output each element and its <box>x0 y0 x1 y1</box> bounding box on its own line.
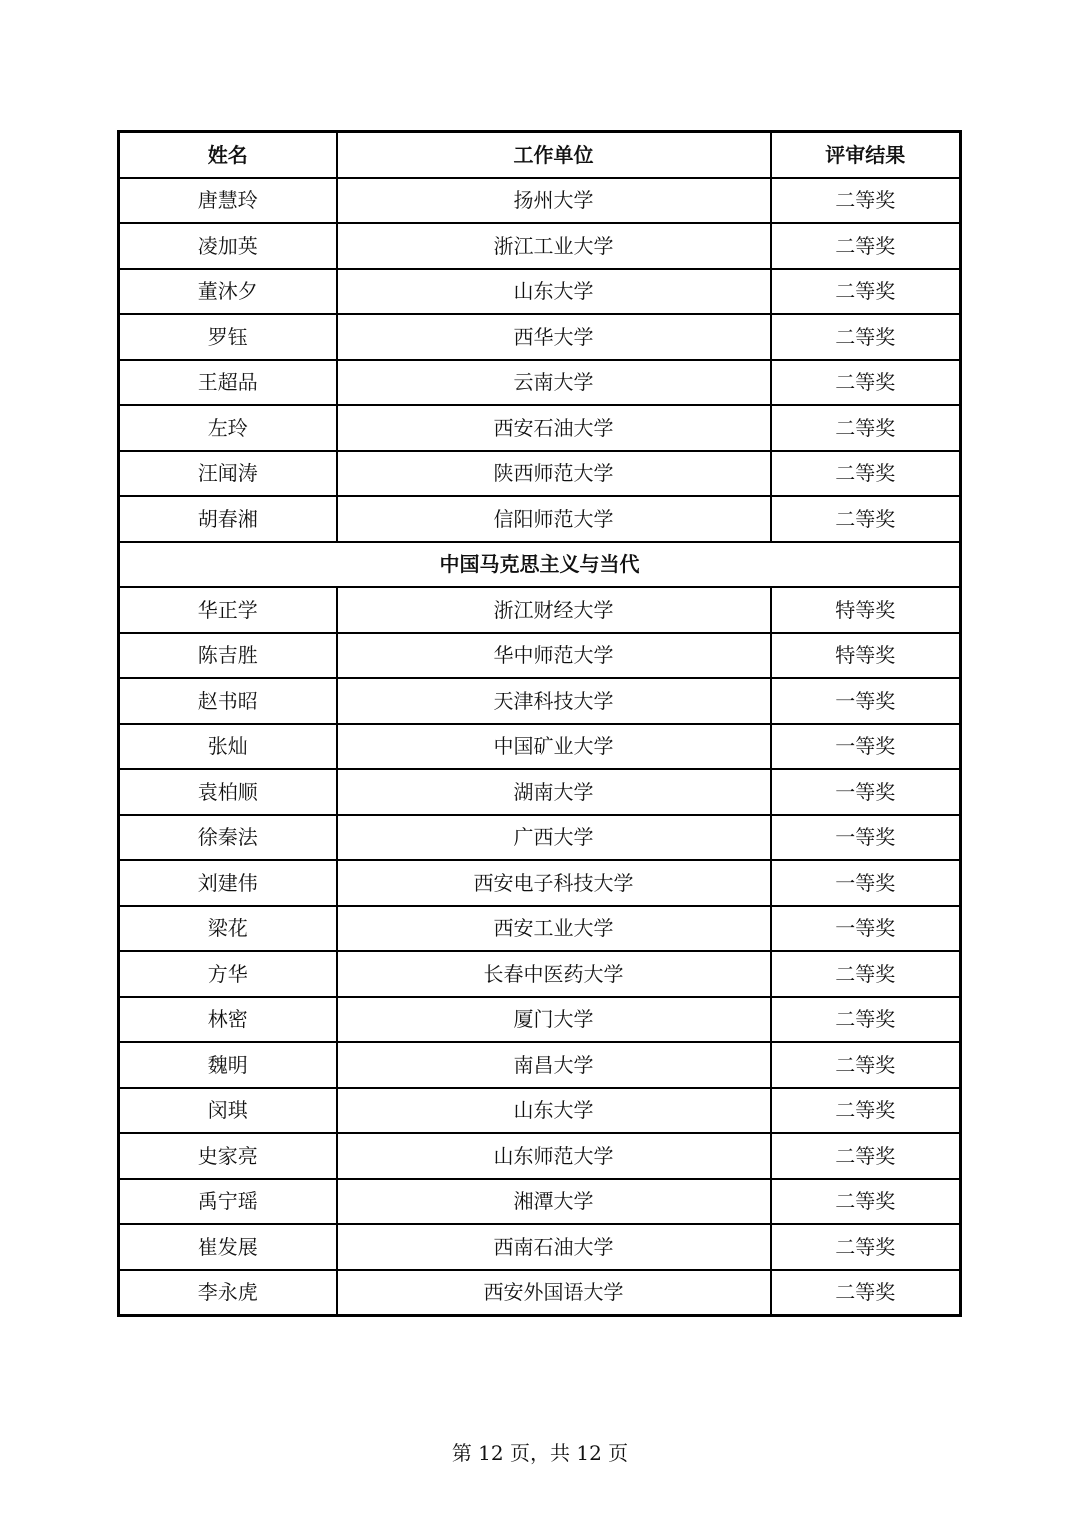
cell-result: 二等奖 <box>771 269 961 315</box>
table-row <box>119 587 961 633</box>
cell-name: 张灿 <box>119 724 337 770</box>
cell-result: 一等奖 <box>771 860 961 906</box>
cell-result: 二等奖 <box>771 451 961 497</box>
page-number: 第 12 页，共 12 页 <box>451 1441 629 1465</box>
cell-result: 特等奖 <box>771 633 961 679</box>
cell-result: 二等奖 <box>771 405 961 451</box>
cell-name: 闵琪 <box>119 1088 337 1134</box>
cell-unit: 浙江工业大学 <box>337 223 771 269</box>
cell-name: 徐秦法 <box>119 815 337 861</box>
cell-unit: 湘潭大学 <box>337 1179 771 1225</box>
table-row <box>119 269 961 315</box>
cell-name: 唐慧玲 <box>119 178 337 224</box>
cell-result: 二等奖 <box>771 1088 961 1134</box>
cell-unit: 信阳师范大学 <box>337 496 771 542</box>
cell-result: 二等奖 <box>771 1042 961 1088</box>
cell-result: 二等奖 <box>771 314 961 360</box>
cell-unit: 云南大学 <box>337 360 771 406</box>
cell-name: 凌加英 <box>119 223 337 269</box>
table-row <box>119 1042 961 1088</box>
cell-result: 二等奖 <box>771 178 961 224</box>
cell-unit: 华中师范大学 <box>337 633 771 679</box>
table-row <box>119 314 961 360</box>
cell-unit: 山东大学 <box>337 1088 771 1134</box>
cell-unit: 西南石油大学 <box>337 1224 771 1270</box>
cell-unit: 山东师范大学 <box>337 1133 771 1179</box>
table-row <box>119 1133 961 1179</box>
cell-name: 梁花 <box>119 906 337 952</box>
table-row <box>119 223 961 269</box>
cell-name: 王超品 <box>119 360 337 406</box>
table-row <box>119 451 961 497</box>
header-result: 评审结果 <box>771 132 961 178</box>
cell-result: 二等奖 <box>771 496 961 542</box>
cell-unit: 广西大学 <box>337 815 771 861</box>
cell-unit: 南昌大学 <box>337 1042 771 1088</box>
cell-unit: 西安外国语大学 <box>337 1270 771 1316</box>
table-row <box>119 633 961 679</box>
cell-unit: 西安石油大学 <box>337 405 771 451</box>
cell-result: 二等奖 <box>771 951 961 997</box>
table-row <box>119 178 961 224</box>
table-row <box>119 360 961 406</box>
cell-unit: 天津科技大学 <box>337 678 771 724</box>
cell-name: 崔发展 <box>119 1224 337 1270</box>
table-row <box>119 496 961 542</box>
cell-name: 赵书昭 <box>119 678 337 724</box>
table-row <box>119 1224 961 1270</box>
cell-name: 左玲 <box>119 405 337 451</box>
cell-unit: 山东大学 <box>337 269 771 315</box>
cell-result: 一等奖 <box>771 678 961 724</box>
cell-unit: 湖南大学 <box>337 769 771 815</box>
cell-result: 一等奖 <box>771 815 961 861</box>
cell-name: 华正学 <box>119 587 337 633</box>
cell-unit: 厦门大学 <box>337 997 771 1043</box>
cell-result: 二等奖 <box>771 997 961 1043</box>
cell-name: 胡春湘 <box>119 496 337 542</box>
table-row <box>119 906 961 952</box>
cell-result: 二等奖 <box>771 223 961 269</box>
cell-result: 二等奖 <box>771 360 961 406</box>
section-title: 中国马克思主义与当代 <box>119 542 961 588</box>
cell-name: 罗钰 <box>119 314 337 360</box>
cell-result: 一等奖 <box>771 906 961 952</box>
table-body <box>119 178 961 1316</box>
awards-table <box>117 130 962 1317</box>
cell-name: 禹宁瑶 <box>119 1179 337 1225</box>
cell-unit: 中国矿业大学 <box>337 724 771 770</box>
cell-name: 魏明 <box>119 1042 337 1088</box>
cell-name: 方华 <box>119 951 337 997</box>
cell-unit: 浙江财经大学 <box>337 587 771 633</box>
cell-name: 林密 <box>119 997 337 1043</box>
cell-unit: 西华大学 <box>337 314 771 360</box>
header-name: 姓名 <box>119 132 337 178</box>
cell-result: 二等奖 <box>771 1270 961 1316</box>
table-row <box>119 951 961 997</box>
cell-name: 袁柏顺 <box>119 769 337 815</box>
section-row <box>119 542 961 588</box>
table-header-row <box>119 132 961 178</box>
table-row <box>119 1270 961 1316</box>
cell-name: 陈吉胜 <box>119 633 337 679</box>
table-row <box>119 1179 961 1225</box>
cell-name: 史家亮 <box>119 1133 337 1179</box>
cell-unit: 西安工业大学 <box>337 906 771 952</box>
header-unit: 工作单位 <box>337 132 771 178</box>
table-row <box>119 860 961 906</box>
cell-unit: 西安电子科技大学 <box>337 860 771 906</box>
table-row <box>119 815 961 861</box>
table-row <box>119 405 961 451</box>
cell-result: 特等奖 <box>771 587 961 633</box>
cell-name: 刘建伟 <box>119 860 337 906</box>
cell-unit: 扬州大学 <box>337 178 771 224</box>
table-row <box>119 769 961 815</box>
table-row <box>119 724 961 770</box>
table-row <box>119 1088 961 1134</box>
table-row <box>119 997 961 1043</box>
cell-name: 董沐夕 <box>119 269 337 315</box>
cell-unit: 陕西师范大学 <box>337 451 771 497</box>
table-row <box>119 678 961 724</box>
cell-result: 一等奖 <box>771 724 961 770</box>
cell-result: 一等奖 <box>771 769 961 815</box>
cell-name: 李永虎 <box>119 1270 337 1316</box>
cell-result: 二等奖 <box>771 1179 961 1225</box>
cell-unit: 长春中医药大学 <box>337 951 771 997</box>
cell-name: 汪闻涛 <box>119 451 337 497</box>
cell-result: 二等奖 <box>771 1133 961 1179</box>
cell-result: 二等奖 <box>771 1224 961 1270</box>
